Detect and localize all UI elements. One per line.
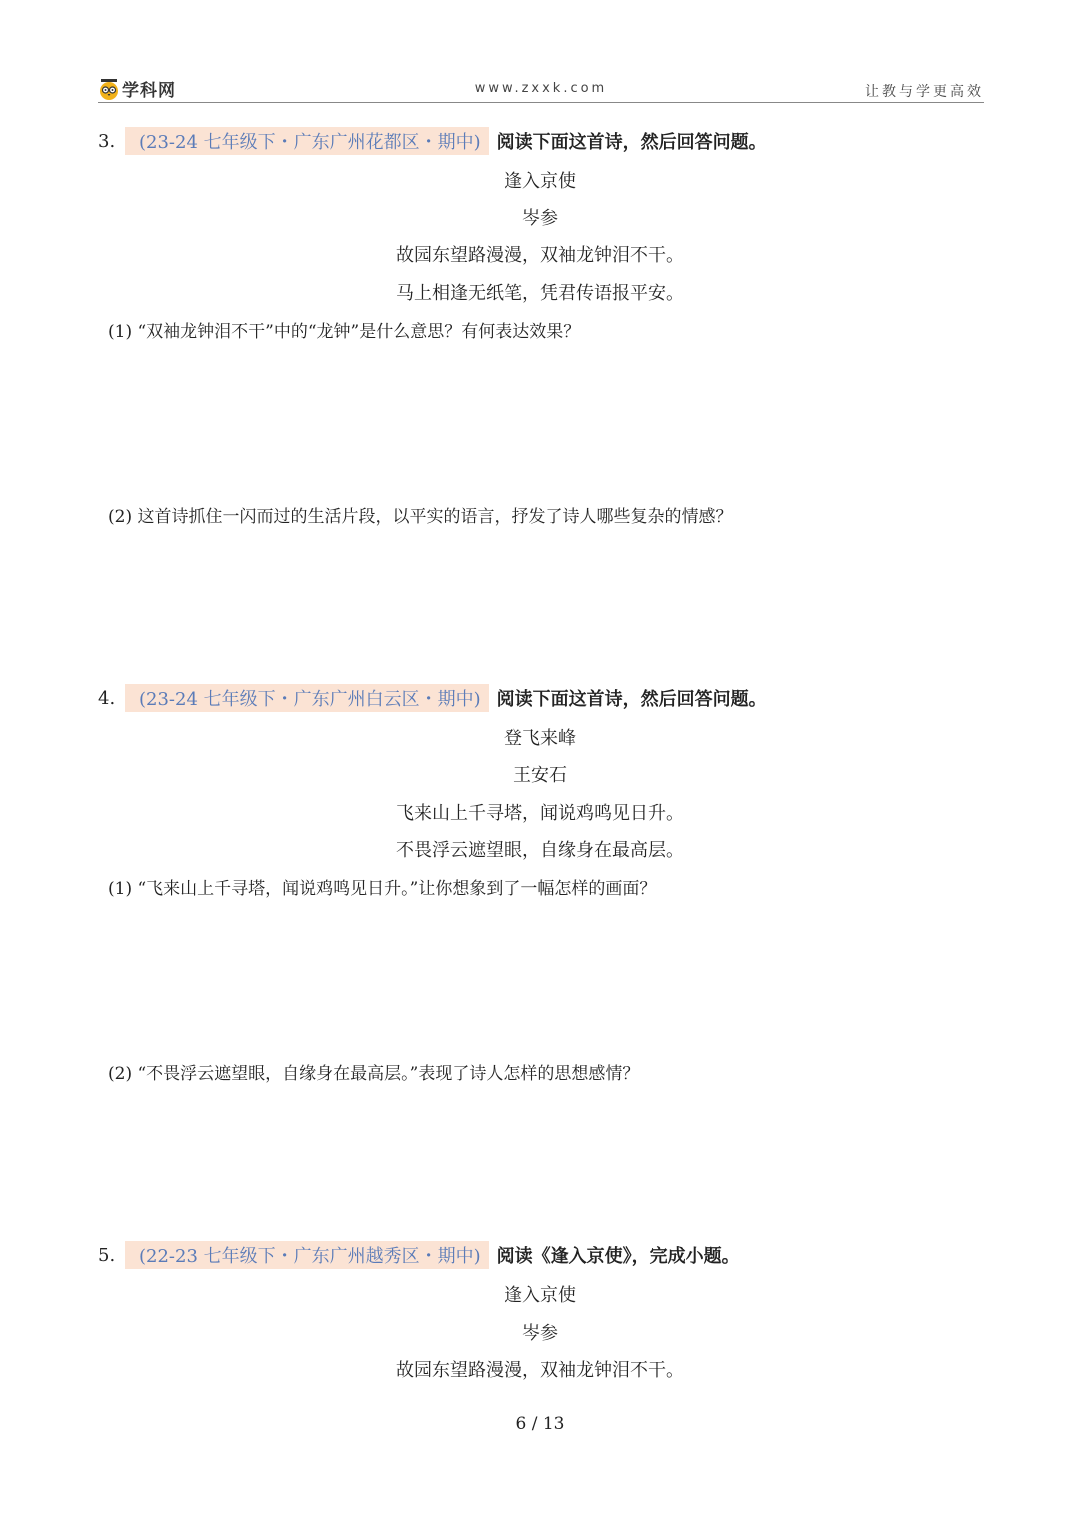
poem-line: 马上相逢无纸笔，凭君传语报平安。 <box>396 283 684 304</box>
poem-line: 故园东望路漫漫，双袖龙钟泪不干。 <box>396 1360 684 1381</box>
logo-text: 学科网 <box>122 81 176 101</box>
poem-title: 逢入京使 <box>504 1285 576 1306</box>
subquestion: (1) “飞来山上千寻塔，闻说鸡鸣见日升。”让你想象到了一幅怎样的画面？ <box>108 879 657 899</box>
poem-line: 故园东望路漫漫，双袖龙钟泪不干。 <box>396 245 684 266</box>
subquestion: (1) “双袖龙钟泪不干”中的“龙钟”是什么意思？有何表达效果？ <box>108 322 581 342</box>
question-3-header <box>98 126 767 156</box>
site-url: www.zxxk.com <box>474 81 608 96</box>
header-divider <box>98 102 984 103</box>
page-number: 6 / 13 <box>515 1414 565 1434</box>
source-tag: (23-24 七年级下・广东广州花都区・期中) <box>125 127 489 155</box>
question-number: 3. <box>98 130 116 152</box>
subquestion: (2) 这首诗抓住一闪而过的生活片段，以平实的语言，抒发了诗人哪些复杂的情感？ <box>108 507 733 527</box>
question-5-header <box>98 1240 740 1270</box>
poem-title: 登飞来峰 <box>504 728 576 749</box>
source-tag: (23-24 七年级下・广东广州白云区・期中) <box>125 684 489 712</box>
question-4-header <box>98 683 767 713</box>
question-number: 5. <box>98 1244 116 1266</box>
poem-title: 逢入京使 <box>504 171 576 192</box>
poem-author: 王安石 <box>513 765 567 786</box>
subquestion: (2) “不畏浮云遮望眼，自缘身在最高层。”表现了诗人怎样的思想感情？ <box>108 1064 640 1084</box>
question-instruction: 阅读《逢入京使》，完成小题。 <box>496 1246 740 1267</box>
poem-line: 不畏浮云遮望眼，自缘身在最高层。 <box>396 840 684 861</box>
question-instruction: 阅读下面这首诗，然后回答问题。 <box>496 132 767 153</box>
source-tag: (22-23 七年级下・广东广州越秀区・期中) <box>125 1241 489 1269</box>
header-slogan: 让教与学更高效 <box>865 84 984 100</box>
poem-line: 飞来山上千寻塔，闻说鸡鸣见日升。 <box>396 803 684 824</box>
question-instruction: 阅读下面这首诗，然后回答问题。 <box>496 689 767 710</box>
poem-author: 岑参 <box>522 1323 558 1344</box>
poem-author: 岑参 <box>522 208 558 229</box>
question-number: 4. <box>98 687 116 709</box>
